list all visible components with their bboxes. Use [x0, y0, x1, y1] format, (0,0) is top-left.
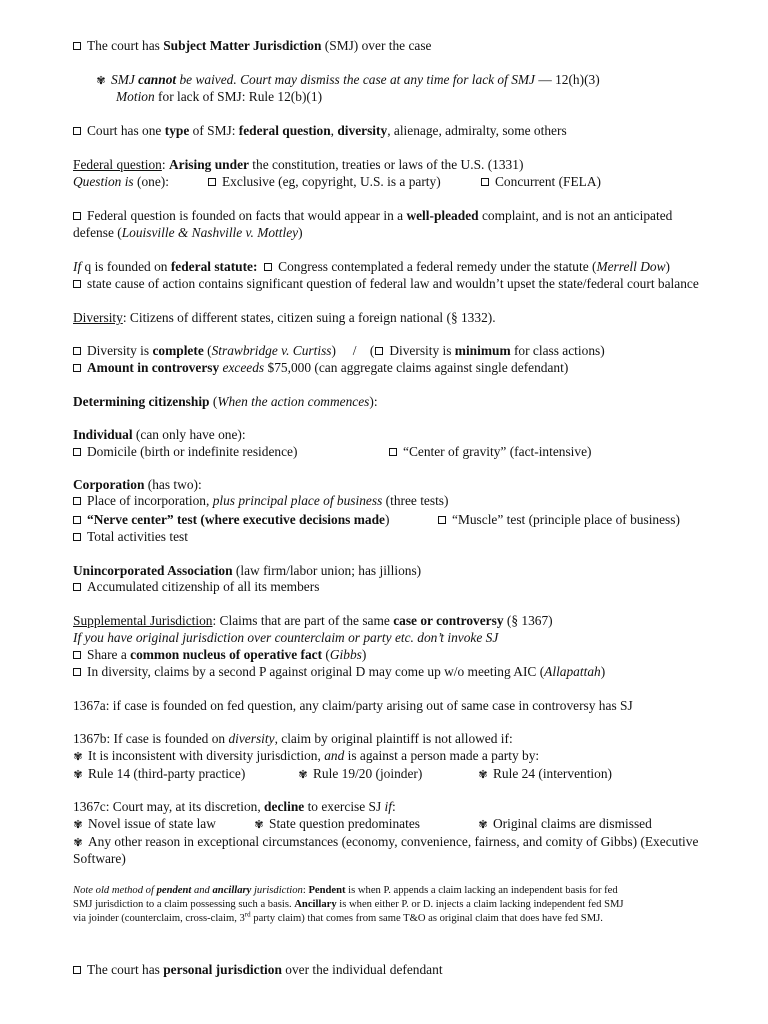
flower-bullet-icon: ✾ [96, 74, 106, 87]
nerve-center-test: “Nerve center” test (where executive decisions made) [73, 511, 389, 528]
flower-bullet-icon: ✾ [73, 818, 83, 831]
note-line-2: SMJ jurisdiction to a claim possessing such a basis. Ancillary is when either P. or D. injects a claim lacking independent fed SMJ [73, 899, 624, 910]
checkbox-icon [73, 280, 81, 288]
original-jurisdiction-note: If you have original jurisdiction over counterclaim or party etc. don’t invoke SJ [73, 630, 499, 645]
checkbox-icon [481, 178, 489, 186]
rule-19-20-item: ✾ Rule 19/20 (joinder) [298, 766, 423, 781]
checkbox-icon [73, 212, 81, 220]
checkbox-icon [73, 42, 81, 50]
other-reason-item: ✾ Any other reason in exceptional circumstances (economy, convenience, fairness, and comity of Gibbs) (Executive [73, 834, 699, 849]
checkbox-icon [73, 127, 81, 135]
original-claims-item: ✾ Original claims are dismissed [478, 816, 652, 831]
checkbox-icon [389, 448, 397, 456]
checkbox-icon [73, 364, 81, 372]
personal-jurisdiction-heading: The court has personal jurisdiction over the individual defendant [73, 961, 443, 978]
smj-motion-rule: Motion for lack of SMJ: Rule 12(b)(1) [116, 89, 323, 104]
supplemental-heading: Supplemental Jurisdiction: Claims that are part of the same case or controversy (§ 1367) [73, 613, 553, 628]
state-question-item: ✾ State question predominates [254, 816, 420, 831]
accumulated-citizenship-line: Accumulated citizenship of all its members [73, 578, 319, 595]
diversity-complete-line: Diversity is complete (Strawbridge v. Curtiss) / ( Diversity is minimum for class actions) [73, 342, 605, 359]
question-is-line: Question is (one): [73, 174, 169, 189]
checkbox-icon [208, 178, 216, 186]
checkbox-icon [73, 347, 81, 355]
well-pleaded-line: Federal question is founded on facts that would appear in a well-pleaded complaint, and is not an anticipated [73, 207, 672, 224]
allapattah-line: In diversity, claims by a second P against original D may come up w/o meeting AIC (Allapattah) [73, 663, 605, 680]
checkbox-icon [73, 966, 81, 974]
federal-statute-line: If q is founded on federal statute: Congress contemplated a federal remedy under the statute (Merrell Dow) [73, 259, 670, 274]
novel-issue-item: ✾ Novel issue of state law [73, 816, 216, 831]
diversity-heading: Diversity: Citizens of different states, citizen suing a foreign national (§ 1332). [73, 310, 496, 325]
unincorporated-heading: Unincorporated Association (law firm/labor union; has jillions) [73, 563, 422, 578]
flower-bullet-icon: ✾ [298, 768, 308, 781]
smj-types: Court has one type of SMJ: federal question, diversity, alienage, admiralty, some others [73, 122, 567, 139]
flower-bullet-icon: ✾ [73, 836, 83, 849]
inconsistent-diversity-line: ✾ It is inconsistent with diversity jurisdiction, and is against a person made a party by: [73, 748, 540, 763]
smj-heading: The court has Subject Matter Jurisdiction (SMJ) over the case [73, 37, 432, 54]
state-cause-line: state cause of action contains significant question of federal law and wouldn’t upset the state/federal court balance [73, 275, 699, 292]
flower-bullet-icon: ✾ [478, 768, 488, 781]
amount-in-controversy-line: Amount in controversy exceeds $75,000 (can aggregate claims against single defendant) [73, 359, 568, 376]
determining-citizenship-heading: Determining citizenship (When the action commences): [73, 394, 378, 409]
checkbox-icon [73, 668, 81, 676]
individual-heading: Individual (can only have one): [73, 427, 246, 442]
1367b-line: 1367b: If case is founded on diversity, claim by original plaintiff is not allowed if: [73, 731, 513, 746]
1367a-line: 1367a: if case is founded on fed question, any claim/party arising out of same case in controversy has SJ [73, 698, 633, 713]
concurrent-option: Concurrent (FELA) [481, 173, 601, 190]
note-line-3: via joinder (counterclaim, cross-claim, 3rd party claim) that comes from same T&O as original claim that does have fed SMJ. [73, 910, 603, 924]
total-activities-test: Total activities test [73, 528, 188, 545]
checkbox-icon [73, 533, 81, 541]
place-of-incorporation-line: Place of incorporation, plus principal place of business (three tests) [73, 492, 448, 509]
muscle-test: “Muscle” test (principle place of business) [438, 511, 680, 528]
checkbox-icon [73, 448, 81, 456]
flower-bullet-icon: ✾ [73, 750, 83, 763]
flower-bullet-icon: ✾ [478, 818, 488, 831]
1367c-line: 1367c: Court may, at its discretion, decline to exercise SJ if: [73, 799, 396, 814]
common-nucleus-line: Share a common nucleus of operative fact (Gibbs) [73, 646, 366, 663]
smj-cannot-waive: ✾ SMJ cannot be waived. Court may dismiss the case at any time for lack of SMJ — 12(h)(3) [96, 72, 600, 87]
flower-bullet-icon: ✾ [254, 818, 264, 831]
flower-bullet-icon: ✾ [73, 768, 83, 781]
mottley-line: defense (Louisville & Nashville v. Mottley) [73, 225, 303, 240]
checkbox-icon [73, 583, 81, 591]
checkbox-icon [73, 497, 81, 505]
note-line-1: Note old method of pendent and ancillary jurisdiction: Pendent is when P. appends a claim lacking an independent basis for fed [73, 885, 618, 896]
corporation-heading: Corporation (has two): [73, 477, 202, 492]
checkbox-icon [73, 651, 81, 659]
checkbox-icon [264, 263, 272, 271]
center-of-gravity-option: “Center of gravity” (fact-intensive) [389, 443, 592, 460]
checkbox-icon [73, 516, 81, 524]
executive-software-line: Software) [73, 851, 126, 866]
rule-24-item: ✾ Rule 24 (intervention) [478, 766, 612, 781]
rule-14-item: ✾ Rule 14 (third-party practice) [73, 766, 246, 781]
domicile-option: Domicile (birth or indefinite residence) [73, 443, 297, 460]
checkbox-icon [375, 347, 383, 355]
exclusive-option: Exclusive (eg, copyright, U.S. is a party) [208, 173, 441, 190]
federal-question-heading: Federal question: Arising under the constitution, treaties or laws of the U.S. (1331) [73, 157, 524, 172]
checkbox-icon [438, 516, 446, 524]
